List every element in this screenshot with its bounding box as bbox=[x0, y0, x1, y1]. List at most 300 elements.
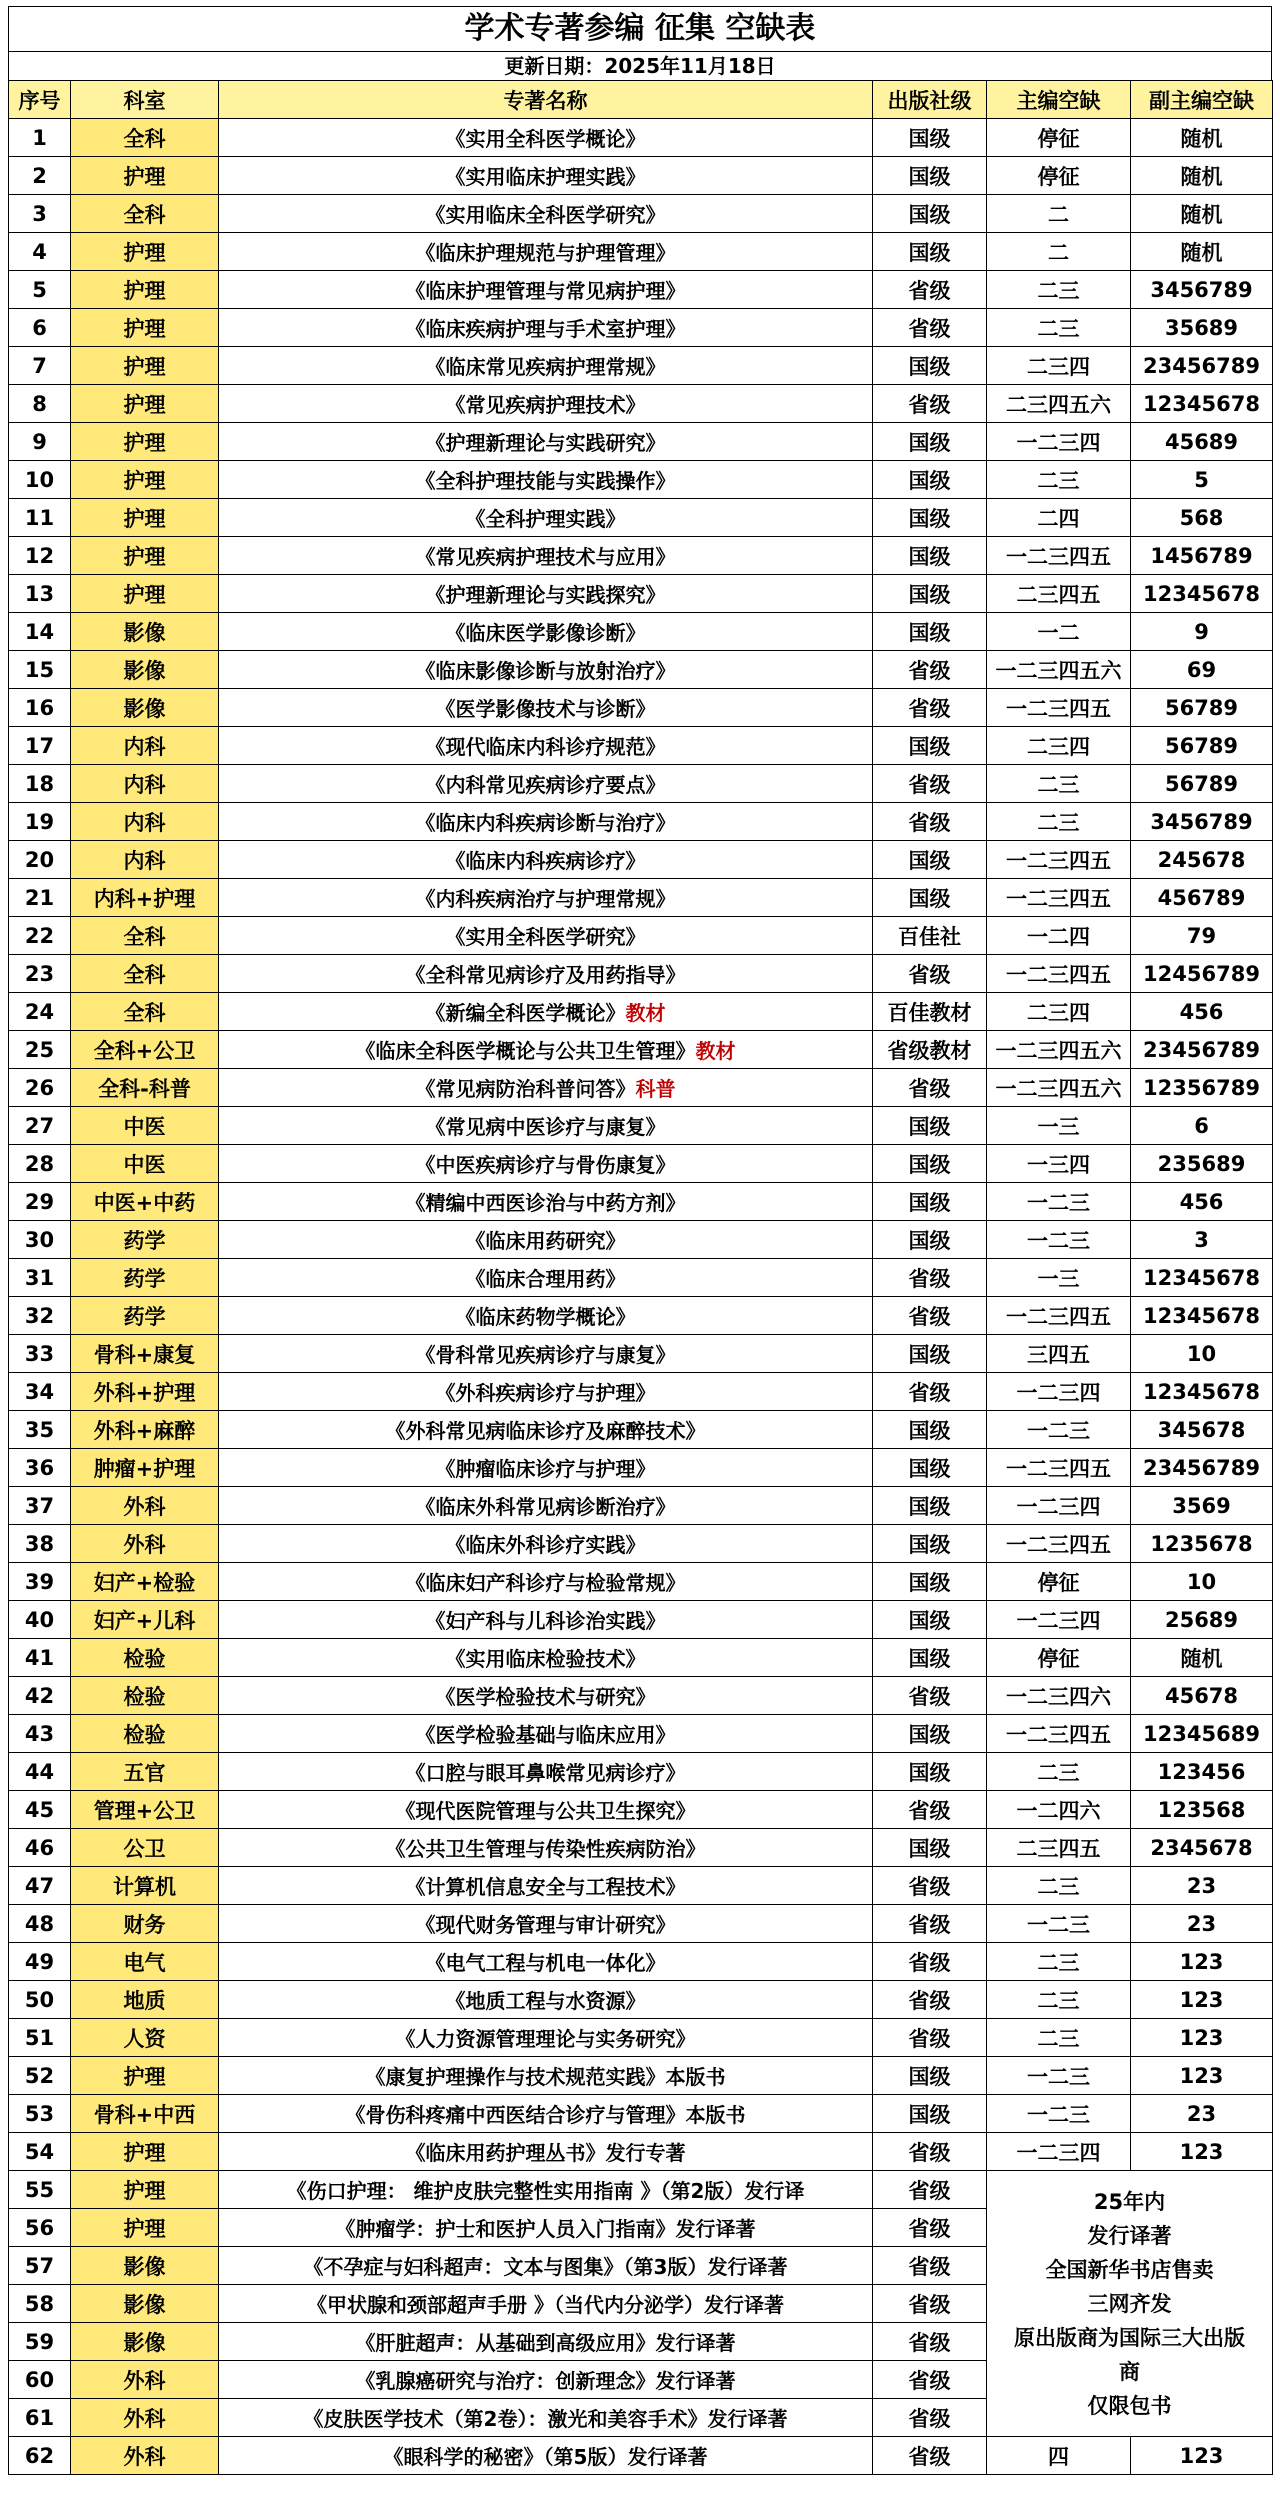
deputy-editor-vacancy-cell: 3456789 bbox=[1131, 803, 1273, 841]
publisher-level-cell: 国级 bbox=[873, 1335, 987, 1373]
deputy-editor-vacancy-cell: 随机 bbox=[1131, 119, 1273, 157]
publisher-level-cell: 省级 bbox=[873, 2285, 987, 2323]
chief-editor-vacancy-cell: 一三四 bbox=[987, 1145, 1131, 1183]
book-title-cell bbox=[219, 993, 873, 1031]
book-title-cell bbox=[219, 1259, 873, 1297]
department-cell: 影像 bbox=[71, 689, 219, 727]
row-number: 48 bbox=[9, 1905, 71, 1943]
deputy-editor-vacancy-cell: 12345678 bbox=[1131, 1373, 1273, 1411]
translation-note-line: 全国新华书店售卖 bbox=[1045, 2257, 1214, 2282]
book-title: 《医学检验基础与临床应用》 bbox=[415, 1723, 676, 1747]
chief-editor-vacancy-cell: 二 bbox=[987, 195, 1131, 233]
book-title: 《常见病防治科普问答》 bbox=[415, 1077, 636, 1101]
chief-editor-vacancy-cell: 停征 bbox=[987, 157, 1131, 195]
department-cell: 护理 bbox=[71, 499, 219, 537]
header-dept: 科室 bbox=[71, 81, 219, 119]
book-title: 《临床护理管理与常见病护理》 bbox=[405, 279, 686, 303]
table-row bbox=[9, 1601, 1273, 1639]
book-title: 《精编中西医诊治与中药方剂》 bbox=[405, 1191, 686, 1215]
book-title-cell bbox=[219, 2209, 873, 2247]
chief-editor-vacancy-cell: 二三 bbox=[987, 1867, 1131, 1905]
table-row bbox=[9, 499, 1273, 537]
department-cell: 外科+麻醉 bbox=[71, 1411, 219, 1449]
department-cell: 外科 bbox=[71, 1487, 219, 1525]
book-title: 《计算机信息安全与工程技术》 bbox=[405, 1875, 686, 1899]
book-title-cell bbox=[219, 2133, 873, 2171]
book-title-cell bbox=[219, 765, 873, 803]
department-cell: 外科 bbox=[71, 2399, 219, 2437]
table-row bbox=[9, 1259, 1273, 1297]
table-row bbox=[9, 993, 1273, 1031]
book-title-cell bbox=[219, 1791, 873, 1829]
book-title-cell bbox=[219, 2057, 873, 2095]
book-title-cell bbox=[219, 309, 873, 347]
department-cell: 检验 bbox=[71, 1715, 219, 1753]
publisher-level-cell: 省级 bbox=[873, 651, 987, 689]
row-number: 5 bbox=[9, 271, 71, 309]
deputy-editor-vacancy-cell: 345678 bbox=[1131, 1411, 1273, 1449]
book-title-cell bbox=[219, 195, 873, 233]
department-cell: 检验 bbox=[71, 1639, 219, 1677]
table-row bbox=[9, 2133, 1273, 2171]
publisher-level-cell: 省级 bbox=[873, 2399, 987, 2437]
chief-editor-vacancy-cell: 一三 bbox=[987, 1259, 1131, 1297]
book-title: 《临床全科医学概论与公共卫生管理》 bbox=[355, 1039, 696, 1063]
book-title-cell bbox=[219, 1487, 873, 1525]
row-number: 22 bbox=[9, 917, 71, 955]
row-number: 61 bbox=[9, 2399, 71, 2437]
book-title-cell bbox=[219, 2285, 873, 2323]
table-row bbox=[9, 917, 1273, 955]
department-cell: 管理+公卫 bbox=[71, 1791, 219, 1829]
publisher-level-cell: 省级 bbox=[873, 1905, 987, 1943]
table-row bbox=[9, 1449, 1273, 1487]
deputy-editor-vacancy-cell: 23456789 bbox=[1131, 1449, 1273, 1487]
department-cell: 全科-科普 bbox=[71, 1069, 219, 1107]
chief-editor-vacancy-cell: 一二三四 bbox=[987, 1373, 1131, 1411]
publisher-level-cell: 国级 bbox=[873, 1411, 987, 1449]
deputy-editor-vacancy-cell: 23 bbox=[1131, 1905, 1273, 1943]
book-title: 《临床外科诊疗实践》 bbox=[445, 1533, 646, 1557]
publisher-level-cell: 国级 bbox=[873, 1525, 987, 1563]
book-title: 《甲状腺和颈部超声手册 》（当代内分泌学）发行译著 bbox=[307, 2293, 784, 2317]
chief-editor-vacancy-cell: 二三 bbox=[987, 1981, 1131, 2019]
row-number: 59 bbox=[9, 2323, 71, 2361]
deputy-editor-vacancy-cell: 1456789 bbox=[1131, 537, 1273, 575]
book-title: 《医学检验技术与研究》 bbox=[435, 1685, 656, 1709]
row-number: 62 bbox=[9, 2437, 71, 2475]
book-title: 《医学影像技术与诊断》 bbox=[435, 697, 656, 721]
deputy-editor-vacancy-cell: 35689 bbox=[1131, 309, 1273, 347]
table-row bbox=[9, 727, 1273, 765]
table-row bbox=[9, 1639, 1273, 1677]
publisher-level-cell: 省级 bbox=[873, 1677, 987, 1715]
row-number: 29 bbox=[9, 1183, 71, 1221]
deputy-editor-vacancy-cell: 123 bbox=[1131, 2019, 1273, 2057]
book-title: 《护理新理论与实践探究》 bbox=[425, 583, 666, 607]
row-number: 13 bbox=[9, 575, 71, 613]
table-row bbox=[9, 879, 1273, 917]
department-cell: 护理 bbox=[71, 537, 219, 575]
table-row bbox=[9, 613, 1273, 651]
deputy-editor-vacancy-cell: 10 bbox=[1131, 1563, 1273, 1601]
row-number: 39 bbox=[9, 1563, 71, 1601]
publisher-level-cell: 国级 bbox=[873, 2057, 987, 2095]
table-row bbox=[9, 537, 1273, 575]
row-number: 50 bbox=[9, 1981, 71, 2019]
update-date: 更新日期：2025年11月18日 bbox=[8, 51, 1272, 80]
department-cell: 内科 bbox=[71, 803, 219, 841]
row-number: 51 bbox=[9, 2019, 71, 2057]
chief-editor-vacancy-cell: 二三 bbox=[987, 461, 1131, 499]
book-title: 《临床用药研究》 bbox=[465, 1229, 626, 1253]
publisher-level-cell: 国级 bbox=[873, 1829, 987, 1867]
chief-editor-vacancy-cell: 一二三 bbox=[987, 2095, 1131, 2133]
book-title: 《临床内科疾病诊断与治疗》 bbox=[415, 811, 676, 835]
deputy-editor-vacancy-cell: 12345678 bbox=[1131, 575, 1273, 613]
department-cell: 全科 bbox=[71, 955, 219, 993]
department-cell: 护理 bbox=[71, 2133, 219, 2171]
book-title-cell bbox=[219, 917, 873, 955]
row-number: 24 bbox=[9, 993, 71, 1031]
row-number: 11 bbox=[9, 499, 71, 537]
book-title: 《骨伤科疼痛中西医结合诊疗与管理》本版书 bbox=[345, 2103, 746, 2127]
row-number: 54 bbox=[9, 2133, 71, 2171]
deputy-editor-vacancy-cell: 12345678 bbox=[1131, 1259, 1273, 1297]
row-number: 8 bbox=[9, 385, 71, 423]
publisher-level-cell: 省级 bbox=[873, 1943, 987, 1981]
chief-editor-vacancy-cell: 一二三四 bbox=[987, 2133, 1131, 2171]
table-row bbox=[9, 1791, 1273, 1829]
book-title-cell bbox=[219, 1069, 873, 1107]
book-title-cell bbox=[219, 2019, 873, 2057]
row-number: 20 bbox=[9, 841, 71, 879]
department-cell: 骨科+中西 bbox=[71, 2095, 219, 2133]
publisher-level-cell: 省级 bbox=[873, 765, 987, 803]
department-cell: 内科 bbox=[71, 765, 219, 803]
chief-editor-vacancy-cell: 四 bbox=[987, 2437, 1131, 2475]
row-number: 2 bbox=[9, 157, 71, 195]
deputy-editor-vacancy-cell: 23456789 bbox=[1131, 347, 1273, 385]
department-cell: 药学 bbox=[71, 1221, 219, 1259]
publisher-level-cell: 省级 bbox=[873, 309, 987, 347]
row-number: 19 bbox=[9, 803, 71, 841]
table-row bbox=[9, 347, 1273, 385]
row-number: 55 bbox=[9, 2171, 71, 2209]
deputy-editor-vacancy-cell: 79 bbox=[1131, 917, 1273, 955]
book-title: 《临床妇产科诊疗与检验常规》 bbox=[405, 1571, 686, 1595]
deputy-editor-vacancy-cell: 56789 bbox=[1131, 727, 1273, 765]
row-number: 36 bbox=[9, 1449, 71, 1487]
row-number: 35 bbox=[9, 1411, 71, 1449]
chief-editor-vacancy-cell: 一二三四五 bbox=[987, 537, 1131, 575]
header-name: 专著名称 bbox=[219, 81, 873, 119]
chief-editor-vacancy-cell: 一二三四五 bbox=[987, 689, 1131, 727]
book-title-cell bbox=[219, 651, 873, 689]
deputy-editor-vacancy-cell: 12345689 bbox=[1131, 1715, 1273, 1753]
table-row bbox=[9, 575, 1273, 613]
publisher-level-cell: 国级 bbox=[873, 347, 987, 385]
book-title-cell bbox=[219, 689, 873, 727]
book-title-cell bbox=[219, 1031, 873, 1069]
book-type-tag: 教材 bbox=[695, 1039, 736, 1063]
chief-editor-vacancy-cell: 一二四 bbox=[987, 917, 1131, 955]
table-row bbox=[9, 2171, 1273, 2209]
chief-editor-vacancy-cell: 二三 bbox=[987, 1753, 1131, 1791]
publisher-level-cell: 国级 bbox=[873, 233, 987, 271]
row-number: 42 bbox=[9, 1677, 71, 1715]
chief-editor-vacancy-cell: 二三四五 bbox=[987, 1829, 1131, 1867]
row-number: 58 bbox=[9, 2285, 71, 2323]
table-row bbox=[9, 1753, 1273, 1791]
book-title-cell bbox=[219, 2437, 873, 2475]
book-title: 《临床内科疾病诊疗》 bbox=[445, 849, 646, 873]
book-title-cell bbox=[219, 1563, 873, 1601]
table-row bbox=[9, 1221, 1273, 1259]
department-cell: 影像 bbox=[71, 2323, 219, 2361]
deputy-editor-vacancy-cell: 123 bbox=[1131, 1943, 1273, 1981]
book-title: 《实用全科医学研究》 bbox=[445, 925, 646, 949]
book-title-cell bbox=[219, 727, 873, 765]
table-row bbox=[9, 803, 1273, 841]
department-cell: 地质 bbox=[71, 1981, 219, 2019]
department-cell: 五官 bbox=[71, 1753, 219, 1791]
publisher-level-cell: 国级 bbox=[873, 423, 987, 461]
chief-editor-vacancy-cell: 一二三 bbox=[987, 2057, 1131, 2095]
book-title-cell bbox=[219, 157, 873, 195]
publisher-level-cell: 省级 bbox=[873, 803, 987, 841]
publisher-level-cell: 省级 bbox=[873, 271, 987, 309]
book-title: 《骨科常见疾病诊疗与康复》 bbox=[415, 1343, 676, 1367]
book-title: 《实用全科医学概论》 bbox=[445, 127, 646, 151]
book-title: 《临床合理用药》 bbox=[465, 1267, 626, 1291]
chief-editor-vacancy-cell: 一二四六 bbox=[987, 1791, 1131, 1829]
row-number: 32 bbox=[9, 1297, 71, 1335]
book-title-cell bbox=[219, 271, 873, 309]
book-title: 《肿瘤临床诊疗与护理》 bbox=[435, 1457, 656, 1481]
department-cell: 内科+护理 bbox=[71, 879, 219, 917]
department-cell: 全科 bbox=[71, 917, 219, 955]
department-cell: 护理 bbox=[71, 423, 219, 461]
book-title-cell bbox=[219, 2361, 873, 2399]
book-title-cell bbox=[219, 347, 873, 385]
deputy-editor-vacancy-cell: 123568 bbox=[1131, 1791, 1273, 1829]
deputy-editor-vacancy-cell: 69 bbox=[1131, 651, 1273, 689]
chief-editor-vacancy-cell: 一二三四五 bbox=[987, 1525, 1131, 1563]
table-row bbox=[9, 271, 1273, 309]
row-number: 60 bbox=[9, 2361, 71, 2399]
chief-editor-vacancy-cell: 一二三四五 bbox=[987, 841, 1131, 879]
book-title: 《现代医院管理与公共卫生探究》 bbox=[395, 1799, 696, 1823]
book-title-cell bbox=[219, 575, 873, 613]
book-title-cell bbox=[219, 1829, 873, 1867]
chief-editor-vacancy-cell: 一二三四 bbox=[987, 1601, 1131, 1639]
row-number: 38 bbox=[9, 1525, 71, 1563]
row-number: 40 bbox=[9, 1601, 71, 1639]
book-title-cell bbox=[219, 1411, 873, 1449]
book-title: 《临床医学影像诊断》 bbox=[445, 621, 646, 645]
publisher-level-cell: 国级 bbox=[873, 1487, 987, 1525]
deputy-editor-vacancy-cell: 235689 bbox=[1131, 1145, 1273, 1183]
book-title-cell bbox=[219, 1335, 873, 1373]
department-cell: 妇产+检验 bbox=[71, 1563, 219, 1601]
department-cell: 药学 bbox=[71, 1259, 219, 1297]
row-number: 1 bbox=[9, 119, 71, 157]
book-title: 《新编全科医学概论》 bbox=[425, 1001, 626, 1025]
deputy-editor-vacancy-cell: 2345678 bbox=[1131, 1829, 1273, 1867]
chief-editor-vacancy-cell: 二三 bbox=[987, 765, 1131, 803]
table-row bbox=[9, 157, 1273, 195]
book-title: 《现代临床内科诊疗规范》 bbox=[425, 735, 666, 759]
publisher-level-cell: 省级 bbox=[873, 1259, 987, 1297]
book-title-cell bbox=[219, 2323, 873, 2361]
department-cell: 影像 bbox=[71, 2285, 219, 2323]
chief-editor-vacancy-cell: 二三四五 bbox=[987, 575, 1131, 613]
vacancy-table bbox=[8, 80, 1273, 2475]
deputy-editor-vacancy-cell: 3569 bbox=[1131, 1487, 1273, 1525]
book-title: 《全科护理技能与实践操作》 bbox=[415, 469, 676, 493]
chief-editor-vacancy-cell: 一二三四五六 bbox=[987, 651, 1131, 689]
table-row bbox=[9, 1867, 1273, 1905]
chief-editor-vacancy-cell: 一二三四 bbox=[987, 423, 1131, 461]
table-row bbox=[9, 2019, 1273, 2057]
row-number: 6 bbox=[9, 309, 71, 347]
chief-editor-vacancy-cell: 一二三 bbox=[987, 1411, 1131, 1449]
deputy-editor-vacancy-cell: 23 bbox=[1131, 1867, 1273, 1905]
book-type-tag: 科普 bbox=[635, 1077, 676, 1101]
book-title: 《实用临床全科医学研究》 bbox=[425, 203, 666, 227]
chief-editor-vacancy-cell: 一二三 bbox=[987, 1221, 1131, 1259]
chief-editor-vacancy-cell: 一二三四五六 bbox=[987, 1069, 1131, 1107]
table-row bbox=[9, 1563, 1273, 1601]
table-header-row bbox=[9, 81, 1273, 119]
book-title-cell bbox=[219, 1981, 873, 2019]
department-cell: 护理 bbox=[71, 271, 219, 309]
book-title: 《护理新理论与实践研究》 bbox=[425, 431, 666, 455]
publisher-level-cell: 国级 bbox=[873, 499, 987, 537]
book-title: 《皮肤医学技术（第2卷）：激光和美容手术》发行译著 bbox=[303, 2407, 788, 2431]
book-title: 《实用临床护理实践》 bbox=[445, 165, 646, 189]
department-cell: 护理 bbox=[71, 347, 219, 385]
deputy-editor-vacancy-cell: 45678 bbox=[1131, 1677, 1273, 1715]
deputy-editor-vacancy-cell: 56789 bbox=[1131, 689, 1273, 727]
publisher-level-cell: 国级 bbox=[873, 1449, 987, 1487]
publisher-level-cell: 省级 bbox=[873, 1981, 987, 2019]
table-row bbox=[9, 1411, 1273, 1449]
department-cell: 妇产+儿科 bbox=[71, 1601, 219, 1639]
book-title-cell bbox=[219, 879, 873, 917]
header-no: 序号 bbox=[9, 81, 71, 119]
book-title: 《肿瘤学：护士和医护人员入门指南》发行译著 bbox=[335, 2217, 756, 2241]
publisher-level-cell: 国级 bbox=[873, 157, 987, 195]
publisher-level-cell: 省级 bbox=[873, 2323, 987, 2361]
book-title: 《眼科学的秘密》（第5版）发行译著 bbox=[383, 2445, 708, 2469]
book-title-cell bbox=[219, 499, 873, 537]
book-title-cell bbox=[219, 233, 873, 271]
chief-editor-vacancy-cell: 一二三 bbox=[987, 1183, 1131, 1221]
department-cell: 护理 bbox=[71, 2057, 219, 2095]
deputy-editor-vacancy-cell: 23 bbox=[1131, 2095, 1273, 2133]
table-row bbox=[9, 385, 1273, 423]
chief-editor-vacancy-cell: 二三四五六 bbox=[987, 385, 1131, 423]
table-row bbox=[9, 689, 1273, 727]
book-title: 《临床常见疾病护理常规》 bbox=[425, 355, 666, 379]
deputy-editor-vacancy-cell: 25689 bbox=[1131, 1601, 1273, 1639]
chief-editor-vacancy-cell: 二三 bbox=[987, 309, 1131, 347]
department-cell: 内科 bbox=[71, 841, 219, 879]
book-title-cell bbox=[219, 1601, 873, 1639]
book-title-cell bbox=[219, 461, 873, 499]
book-title-cell bbox=[219, 841, 873, 879]
book-title: 《临床影像诊断与放射治疗》 bbox=[415, 659, 676, 683]
book-title-cell bbox=[219, 2247, 873, 2285]
row-number: 57 bbox=[9, 2247, 71, 2285]
publisher-level-cell: 国级 bbox=[873, 2095, 987, 2133]
deputy-editor-vacancy-cell: 10 bbox=[1131, 1335, 1273, 1373]
row-number: 23 bbox=[9, 955, 71, 993]
department-cell: 内科 bbox=[71, 727, 219, 765]
book-title: 《口腔与眼耳鼻喉常见病诊疗》 bbox=[405, 1761, 686, 1785]
chief-editor-vacancy-cell: 一二三 bbox=[987, 1905, 1131, 1943]
department-cell: 护理 bbox=[71, 157, 219, 195]
department-cell: 护理 bbox=[71, 575, 219, 613]
chief-editor-vacancy-cell: 一三 bbox=[987, 1107, 1131, 1145]
department-cell: 影像 bbox=[71, 651, 219, 689]
book-title: 《常见病中医诊疗与康复》 bbox=[425, 1115, 666, 1139]
department-cell: 公卫 bbox=[71, 1829, 219, 1867]
row-number: 25 bbox=[9, 1031, 71, 1069]
header-level: 出版社级 bbox=[873, 81, 987, 119]
book-title: 《内科常见疾病诊疗要点》 bbox=[425, 773, 666, 797]
deputy-editor-vacancy-cell: 123 bbox=[1131, 2057, 1273, 2095]
row-number: 15 bbox=[9, 651, 71, 689]
department-cell: 全科 bbox=[71, 119, 219, 157]
book-title-cell bbox=[219, 2171, 873, 2209]
book-title-cell bbox=[219, 1221, 873, 1259]
department-cell: 全科 bbox=[71, 993, 219, 1031]
department-cell: 电气 bbox=[71, 1943, 219, 1981]
book-title: 《中医疾病诊疗与骨伤康复》 bbox=[415, 1153, 676, 1177]
deputy-editor-vacancy-cell: 456789 bbox=[1131, 879, 1273, 917]
row-number: 37 bbox=[9, 1487, 71, 1525]
row-number: 3 bbox=[9, 195, 71, 233]
publisher-level-cell: 省级教材 bbox=[873, 1031, 987, 1069]
publisher-level-cell: 省级 bbox=[873, 2019, 987, 2057]
book-title-cell bbox=[219, 1677, 873, 1715]
publisher-level-cell: 省级 bbox=[873, 2247, 987, 2285]
book-title: 《人力资源管理理论与实务研究》 bbox=[395, 2027, 696, 2051]
row-number: 14 bbox=[9, 613, 71, 651]
book-title-cell bbox=[219, 1753, 873, 1791]
chief-editor-vacancy-cell: 停征 bbox=[987, 1639, 1131, 1677]
row-number: 10 bbox=[9, 461, 71, 499]
book-title: 《外科疾病诊疗与护理》 bbox=[435, 1381, 656, 1405]
table-row bbox=[9, 841, 1273, 879]
table-row bbox=[9, 309, 1273, 347]
chief-editor-vacancy-cell: 一二三四五 bbox=[987, 1297, 1131, 1335]
chief-editor-vacancy-cell: 一二三四五 bbox=[987, 1449, 1131, 1487]
deputy-editor-vacancy-cell: 随机 bbox=[1131, 195, 1273, 233]
chief-editor-vacancy-cell: 停征 bbox=[987, 119, 1131, 157]
book-title: 《全科护理实践》 bbox=[465, 507, 626, 531]
table-row bbox=[9, 1829, 1273, 1867]
table-row bbox=[9, 1335, 1273, 1373]
table-row bbox=[9, 1981, 1273, 2019]
row-number: 44 bbox=[9, 1753, 71, 1791]
book-title: 《常见疾病护理技术与应用》 bbox=[415, 545, 676, 569]
chief-editor-vacancy-cell: 二四 bbox=[987, 499, 1131, 537]
publisher-level-cell: 省级 bbox=[873, 2361, 987, 2399]
